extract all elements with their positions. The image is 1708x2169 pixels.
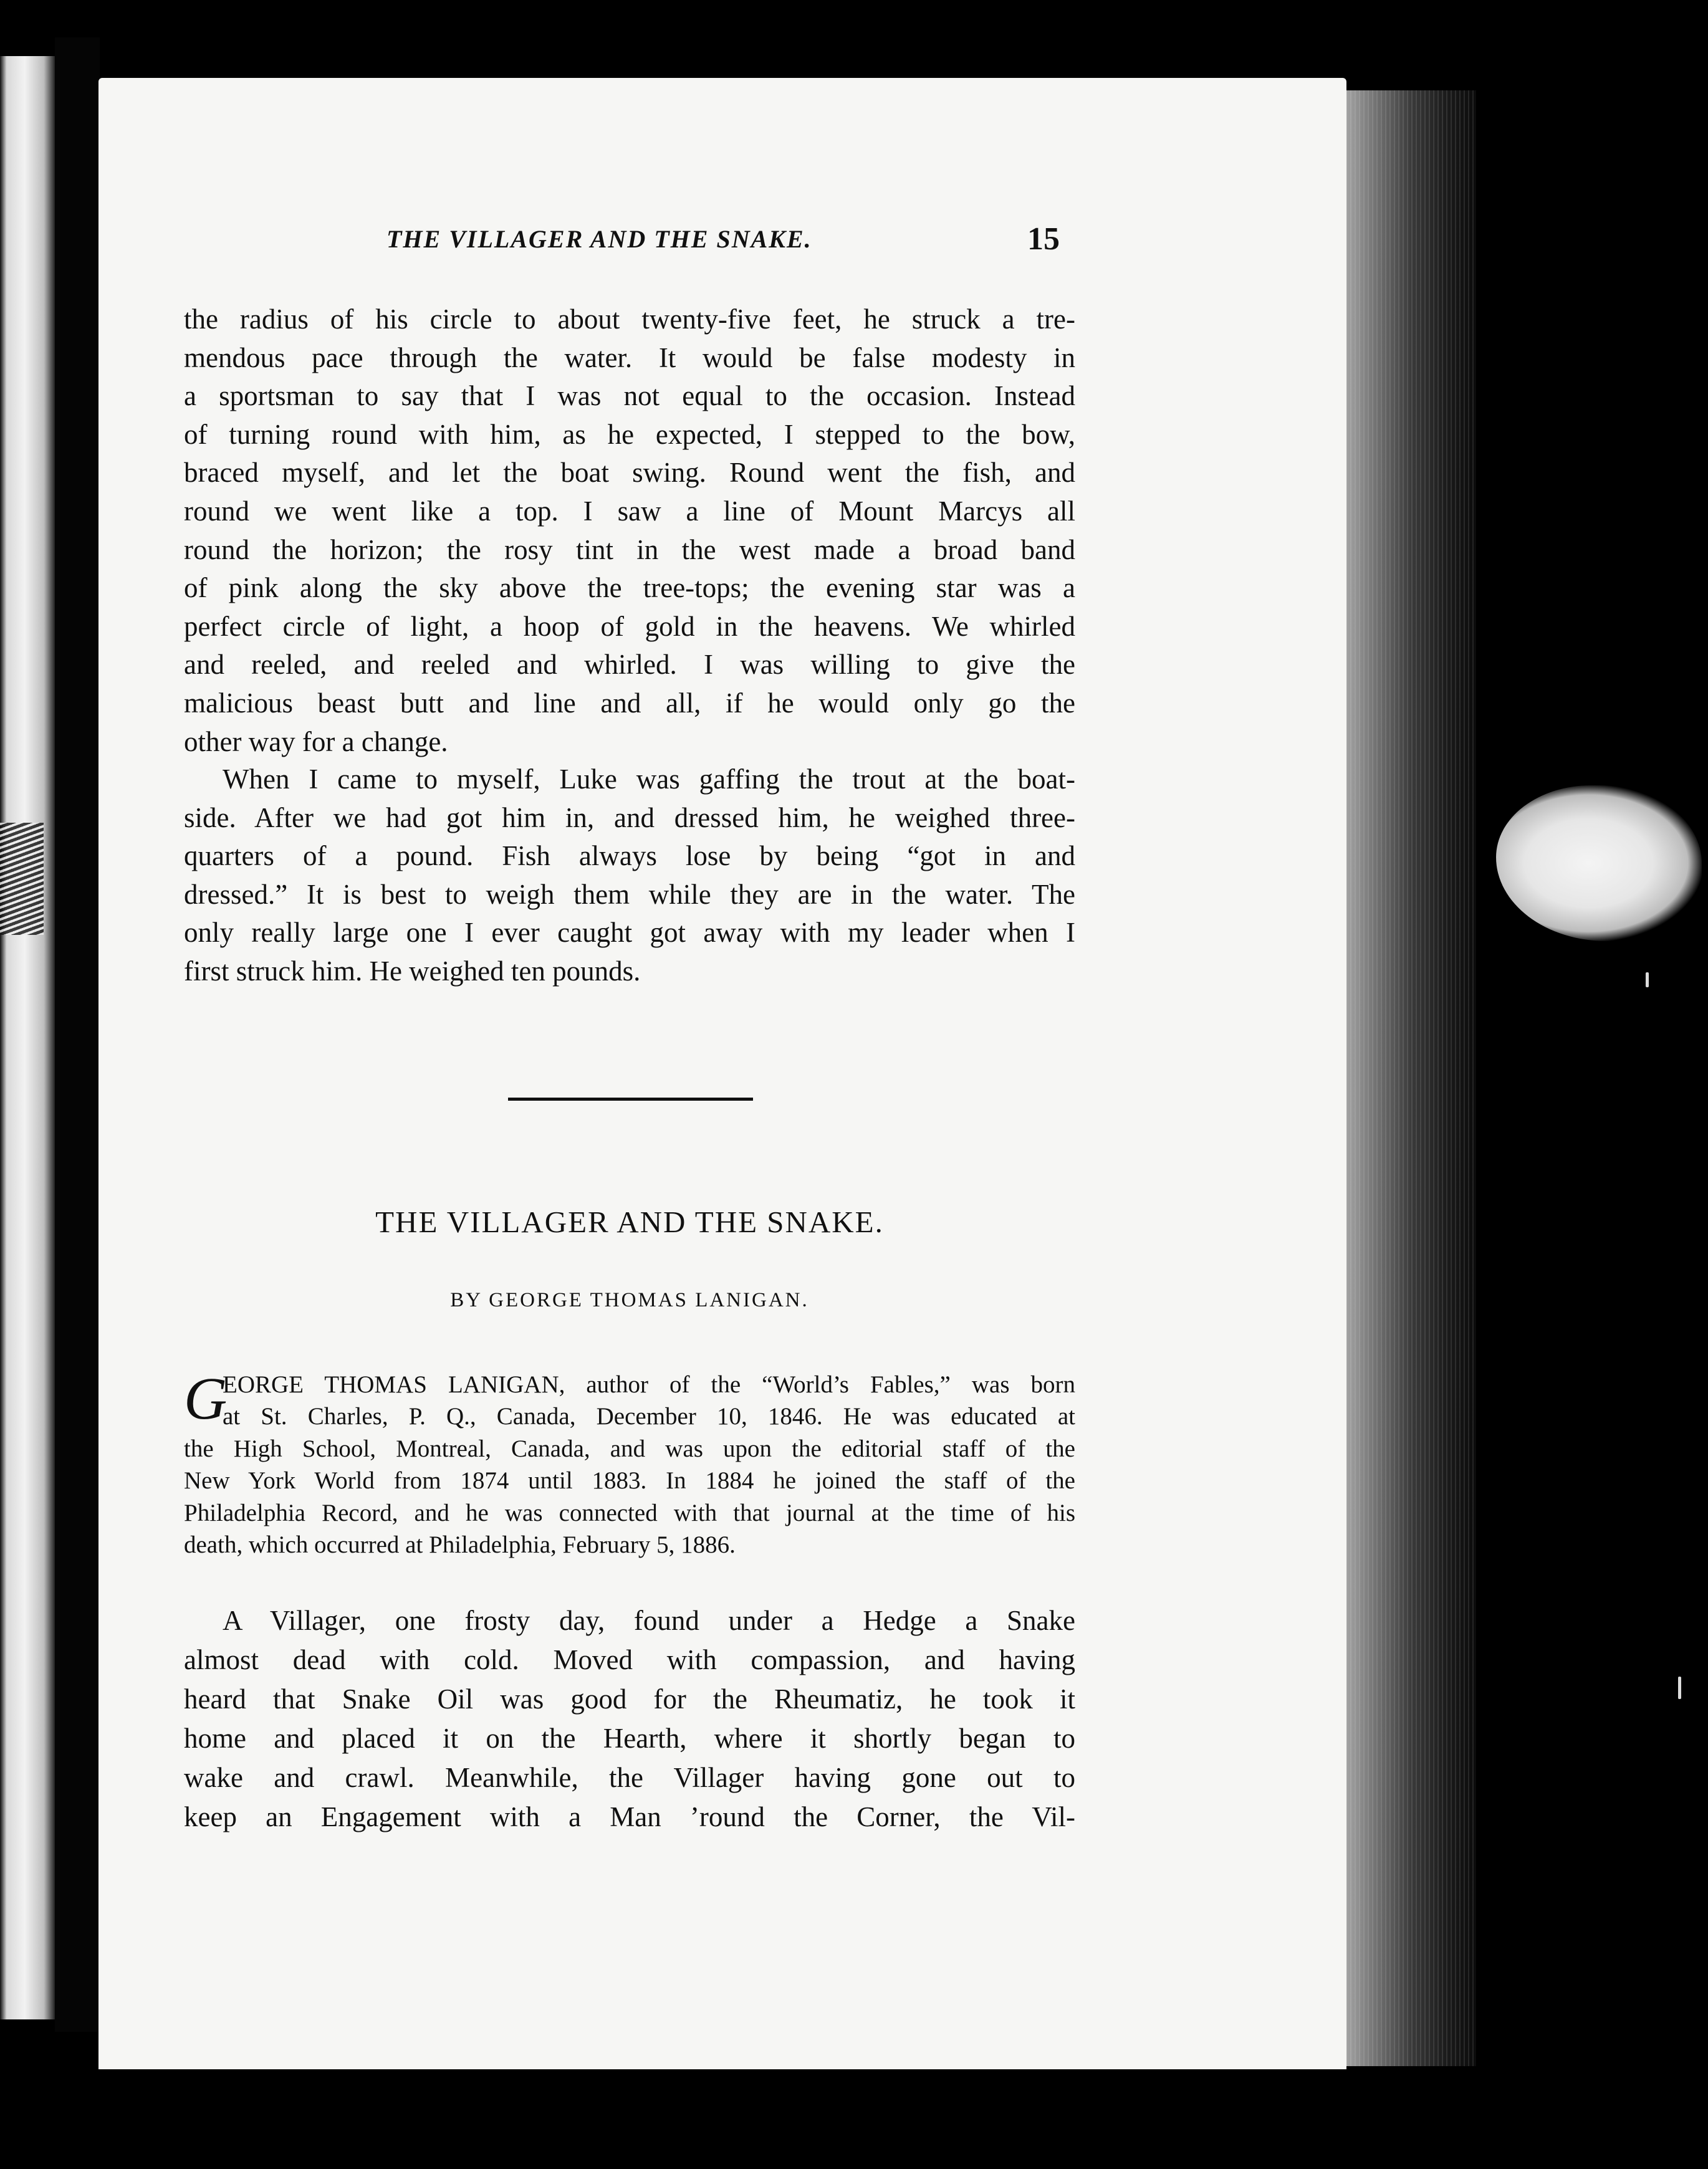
facing-page-edge xyxy=(0,56,55,2019)
dust-speck xyxy=(1646,972,1649,987)
paper-damage-blot xyxy=(1496,785,1702,941)
text-line: home and placed it on the Hearth, where it shortly began to xyxy=(184,1723,1075,1754)
article-title: THE VILLAGER AND THE SNAKE. xyxy=(375,1205,884,1239)
dust-speck xyxy=(1678,1677,1681,1699)
text-line: New York World from 1874 until 1883. In 1884 he joined the staff of the xyxy=(184,1467,1075,1495)
section-divider-rule xyxy=(508,1098,753,1101)
text-line: and reeled, and reeled and whirled. I was willing to give the xyxy=(184,649,1075,681)
author-biography xyxy=(184,1365,1075,1561)
text-line: only really large one I ever caught got away with my leader when I xyxy=(184,917,1075,949)
text-line: braced myself, and let the boat swing. Round went the fish, and xyxy=(184,457,1075,489)
text-line: dressed.” It is best to weigh them while they are in the water. The xyxy=(184,878,1075,910)
torn-paper-fragment xyxy=(0,823,44,935)
text-line: side. After we had got him in, and dressed him, he weighed three- xyxy=(184,802,1075,833)
text-line: the High School, Montreal, Canada, and was upon the editorial staff of the xyxy=(184,1435,1075,1462)
text-line: mendous pace through the water. It would be false modesty in xyxy=(184,342,1075,373)
text-line: wake and crawl. Meanwhile, the Villager having gone out to xyxy=(184,1762,1075,1793)
text-line: of turning round with him, as he expected, I stepped to the bow, xyxy=(184,418,1075,450)
page-edge-stack xyxy=(1333,90,1476,2066)
text-line: almost dead with cold. Moved with compassion, and having xyxy=(184,1644,1075,1675)
article-byline: BY GEORGE THOMAS LANIGAN. xyxy=(450,1289,809,1311)
text-line: the radius of his circle to about twenty-five feet, he struck a tre- xyxy=(184,304,1075,335)
text-line: round the horizon; the rosy tint in the west made a broad band xyxy=(184,534,1075,565)
text-line: When I came to myself, Luke was gaffing the trout at the boat- xyxy=(223,764,1075,795)
text-line: Philadelphia Record, and he was connected with that journal at the time of his xyxy=(184,1499,1075,1526)
text-line: a sportsman to say that I was not equal to the occasion. Instead xyxy=(184,380,1075,412)
text-line: perfect circle of light, a hoop of gold in the heavens. We whirled xyxy=(184,610,1075,642)
text-line: A Villager, one frosty day, found under a Hedge a Snake xyxy=(223,1605,1075,1636)
fable-paragraph xyxy=(184,1601,1075,1837)
text-line: death, which occurred at Philadelphia, February 5, 1886. xyxy=(184,1531,736,1559)
text-line: first struck him. He weighed ten pounds. xyxy=(184,955,641,987)
gutter-shadow xyxy=(55,37,100,2032)
text-line: of pink along the sky above the tree-tops; the evening star was a xyxy=(184,572,1075,604)
text-line: EORGE THOMAS LANIGAN, author of the “World’s Fables,” was born xyxy=(223,1371,1075,1398)
text-line: at St. Charles, P. Q., Canada, December 10, 1846. He was educated at xyxy=(223,1403,1075,1430)
drop-cap-letter: G xyxy=(184,1365,228,1432)
text-line: keep an Engagement with a Man ’round the Corner, the Vil- xyxy=(184,1801,1075,1832)
text-line: heard that Snake Oil was good for the Rheumatiz, he took it xyxy=(184,1683,1075,1715)
running-head: THE VILLAGER AND THE SNAKE. xyxy=(386,225,812,253)
text-line: other way for a change. xyxy=(184,725,448,757)
continued-paragraph xyxy=(184,300,1075,761)
text-line: malicious beast butt and line and all, if he would only go the xyxy=(184,687,1075,719)
closing-paragraph xyxy=(184,760,1075,991)
text-line: quarters of a pound. Fish always lose by being “got in and xyxy=(184,840,1075,872)
text-line: round we went like a top. I saw a line of Mount Marcys all xyxy=(184,495,1075,527)
page-number: 15 xyxy=(1027,221,1060,257)
